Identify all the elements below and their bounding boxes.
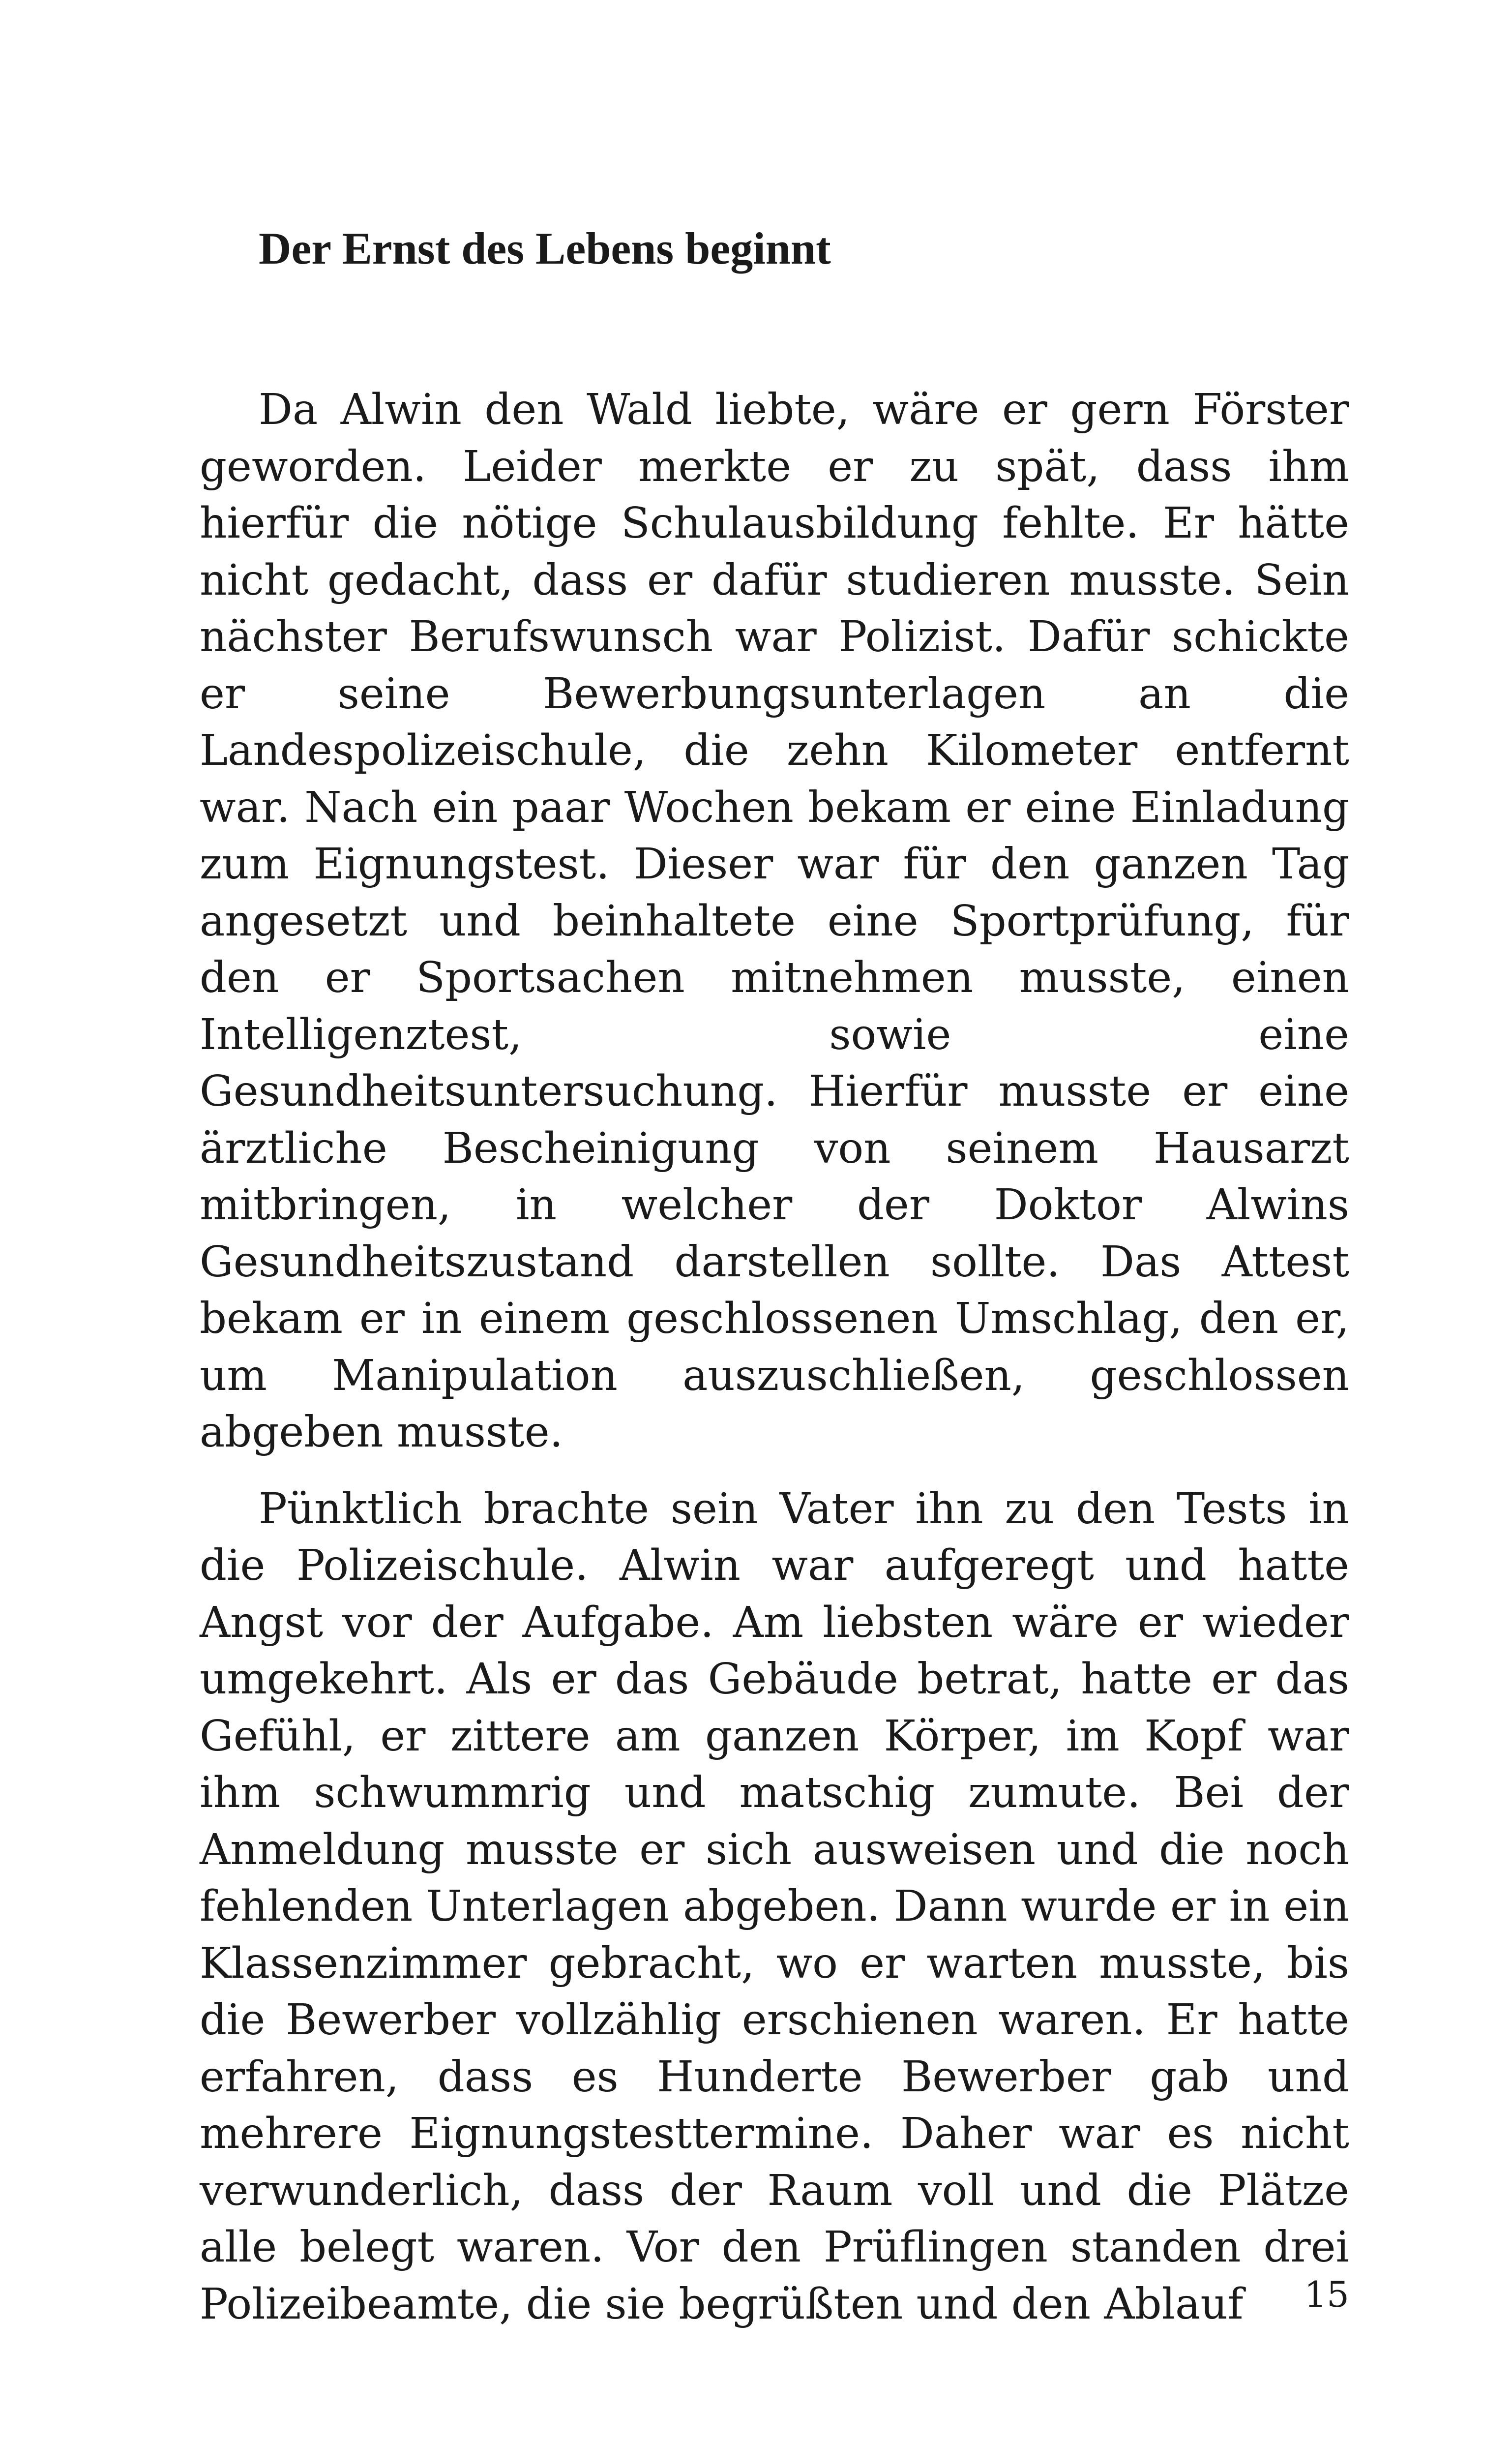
paragraph: Da Alwin den Wald liebte, wäre er gern Förster geworden. Leider merkte er zu spät, dass ihm hierfür die nötige Schulausbildung fehlte. Er hätte nicht gedacht, dass er dafür studieren musste. Sein nächster Berufswunsch war Polizist. Dafür schickte er seine Bewerbungsunterlagen an die Landespolizeischule, die zehn Kilometer entfernt war. Nach ein paar Wochen bekam er eine Einladung zum Eignungstest. Dieser war für den ganzen Tag angesetzt und beinhaltete eine Sportprüfung, für den er Sportsachen mitnehmen musste, einen Intelligenztest, sowie eine Gesundheitsuntersuchung. Hierfür musste er eine ärztliche Bescheinigung von seinem Hausarzt mitbringen, in welcher der Doktor Alwins Gesundheitszustand darstellen sollte. Das Attest bekam er in einem geschlossenen Umschlag, den er, um Manipulation auszuschließen, geschlossen abgeben musste. xyxy=(200,385,1349,1457)
page-number: 15 xyxy=(1304,2274,1349,2315)
chapter-title: Der Ernst des Lebens beginnt xyxy=(259,223,831,273)
body-text xyxy=(200,382,1349,2333)
paragraph: Pünktlich brachte sein Vater ihn zu den Tests in die Polizeischule. Alwin war aufgeregt und hatte Angst vor der Aufgabe. Am liebsten wäre er wieder umgekehrt. Als er das Gebäude betrat, hatte er das Gefühl, er zittere am ganzen Körper, im Kopf war ihm schwummrig und matschig zumute. Bei der Anmeldung musste er sich ausweisen und die noch fehlenden Unterlagen abgeben. Dann wurde er in ein Klassenzimmer gebracht, wo er warten musste, bis die Bewerber vollzählig erschienen waren. Er hatte erfahren, dass es Hunderte Bewerber gab und mehrere Eignungstesttermine. Daher war es nicht verwunderlich, dass der Raum voll und die Plätze alle belegt waren. Vor den Prüflingen standen drei Polizeibeamte, die sie begrüßten und den Ablauf xyxy=(200,1484,1349,2329)
